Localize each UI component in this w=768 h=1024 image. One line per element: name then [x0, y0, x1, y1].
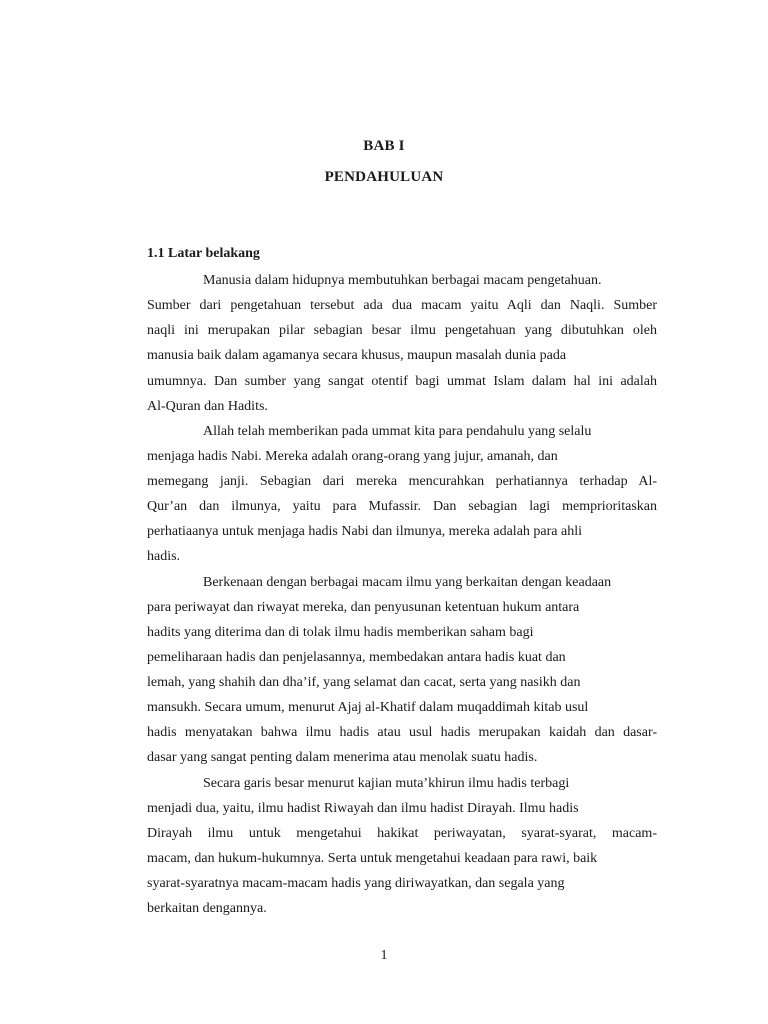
paragraph-line: pemeliharaan hadis dan penjelasannya, membedakan antara hadis kuat dan [147, 650, 566, 665]
paragraph-line: mansukh. Secara umum, menurut Ajaj al-Khatif dalam muqaddimah kitab usul [147, 700, 589, 715]
paragraph-line: Manusia dalam hidupnya membutuhkan berbagai macam pengetahuan. [203, 273, 602, 288]
paragraph-line: menjaga hadis Nabi. Mereka adalah orang-orang yang jujur, amanah, dan [147, 449, 558, 464]
paragraph-line: manusia baik dalam agamanya secara khusus, maupun masalah dunia pada [147, 348, 567, 363]
page-number: 1 [380, 948, 388, 963]
paragraph-line: hadis. [147, 549, 181, 564]
paragraph-line: umumnya. Dan sumber yang sangat otentif bagi ummat Islam dalam hal ini adalah [147, 374, 657, 389]
paragraph-line: Allah telah memberikan pada ummat kita para pendahulu yang selalu [203, 424, 592, 439]
paragraph-line: dasar yang sangat penting dalam menerima atau menolak suatu hadis. [147, 750, 538, 765]
paragraph-line: syarat-syaratnya macam-macam hadis yang diriwayatkan, dan segala yang [147, 876, 565, 891]
paragraph-line: hadis menyatakan bahwa ilmu hadis atau usul hadis merupakan kaidah dan dasar- [147, 725, 657, 740]
paragraph-line: hadits yang diterima dan di tolak ilmu hadis memberikan saham bagi [147, 625, 534, 640]
paragraph-line: naqli ini merupakan pilar sebagian besar ilmu pengetahuan yang dibutuhkan oleh [147, 323, 657, 338]
section-heading: 1.1 Latar belakang [147, 246, 260, 261]
paragraph-line: Secara garis besar menurut kajian muta’khirun ilmu hadis terbagi [203, 776, 570, 791]
paragraph-line: berkaitan dengannya. [147, 901, 267, 916]
paragraph-line: perhatiaanya untuk menjaga hadis Nabi dan ilmunya, mereka adalah para ahli [147, 524, 582, 539]
chapter-title: PENDAHULUAN [324, 169, 444, 185]
paragraph-line: memegang janji. Sebagian dari mereka mencurahkan perhatiannya terhadap Al- [147, 474, 657, 489]
paragraph-line: Al-Quran dan Hadits. [147, 399, 268, 414]
paragraph-line: lemah, yang shahih dan dha’if, yang selamat dan cacat, serta yang nasikh dan [147, 675, 581, 690]
paragraph-line: menjadi dua, yaitu, ilmu hadist Riwayah dan ilmu hadist Dirayah. Ilmu hadis [147, 801, 579, 816]
paragraph-line: Berkenaan dengan berbagai macam ilmu yang berkaitan dengan keadaan [203, 575, 612, 590]
paragraph-line: Sumber dari pengetahuan tersebut ada dua macam yaitu Aqli dan Naqli. Sumber [147, 298, 657, 313]
paragraph-line: para periwayat dan riwayat mereka, dan penyusunan ketentuan hukum antara [147, 600, 580, 615]
paragraph-line: macam, dan hukum-hukumnya. Serta untuk mengetahui keadaan para rawi, baik [147, 851, 598, 866]
paragraph-line: Dirayah ilmu untuk mengetahui hakikat periwayatan, syarat-syarat, macam- [147, 826, 657, 841]
paragraph-line: Qur’an dan ilmunya, yaitu para Mufassir. Dan sebagian lagi memprioritaskan [147, 499, 657, 514]
chapter-number: BAB I [363, 138, 405, 154]
